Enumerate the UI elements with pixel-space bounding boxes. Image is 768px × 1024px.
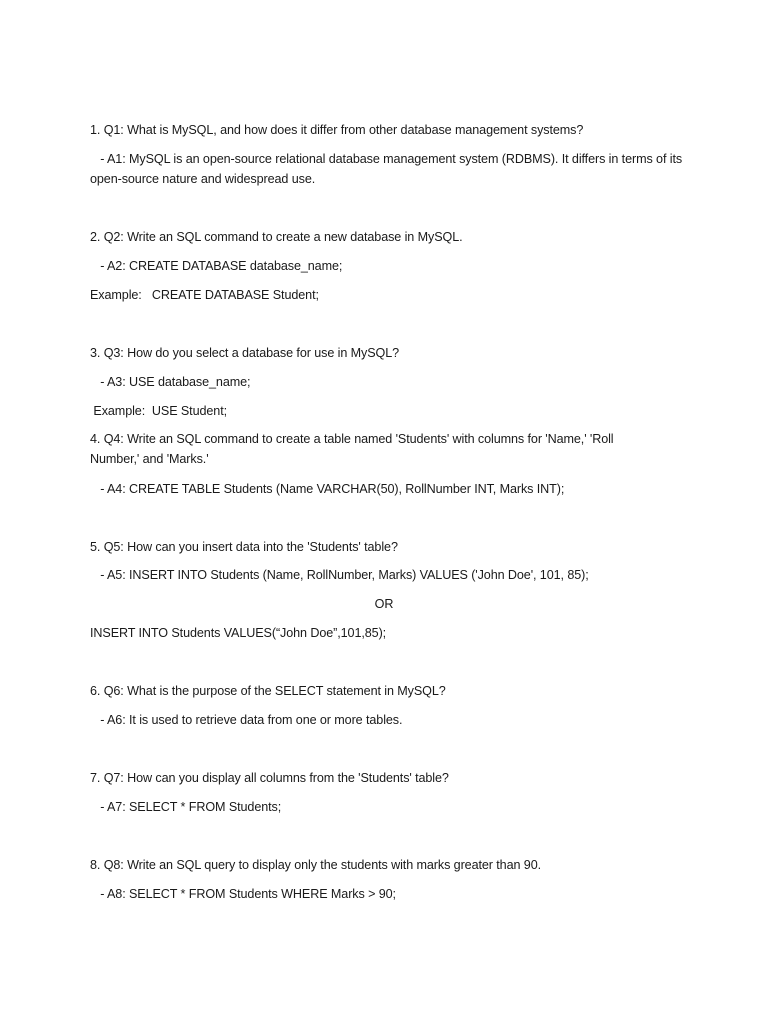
example-2: Example: CREATE DATABASE Student; <box>90 288 319 302</box>
answer-2: - A2: CREATE DATABASE database_name; <box>90 259 343 273</box>
answer-5-alternative: INSERT INTO Students VALUES(“John Doe”,101,85); <box>90 626 387 640</box>
question-2: 2. Q2: Write an SQL command to create a new database in MySQL. <box>90 230 463 244</box>
question-1: 1. Q1: What is MySQL, and how does it differ from other database management systems? <box>90 123 584 137</box>
question-4: 4. Q4: Write an SQL command to create a table named 'Students' with columns for 'Name,' 'Roll Number,' and 'Marks.' <box>90 432 614 466</box>
answer-7: - A7: SELECT * FROM Students; <box>90 800 282 814</box>
answer-4: - A4: CREATE TABLE Students (Name VARCHAR(50), RollNumber INT, Marks INT); <box>90 482 565 496</box>
question-6: 6. Q6: What is the purpose of the SELECT statement in MySQL? <box>90 684 446 698</box>
example-3: Example: USE Student; <box>90 404 228 418</box>
answer-1: - A1: MySQL is an open-source relational database management system (RDBMS). It differs in terms of its open-source nature and widespread use. <box>90 152 686 186</box>
question-7: 7. Q7: How can you display all columns from the 'Students' table? <box>90 771 449 785</box>
question-8: 8. Q8: Write an SQL query to display only the students with marks greater than 90. <box>90 858 542 872</box>
question-3: 3. Q3: How do you select a database for use in MySQL? <box>90 346 400 360</box>
answer-8: - A8: SELECT * FROM Students WHERE Marks > 90; <box>90 887 396 901</box>
answer-5: - A5: INSERT INTO Students (Name, RollNumber, Marks) VALUES ('John Doe', 101, 85); <box>90 568 589 582</box>
answer-3: - A3: USE database_name; <box>90 375 251 389</box>
answer-6: - A6: It is used to retrieve data from one or more tables. <box>90 713 403 727</box>
or-separator: OR <box>374 597 394 611</box>
question-5: 5. Q5: How can you insert data into the 'Students' table? <box>90 540 398 554</box>
